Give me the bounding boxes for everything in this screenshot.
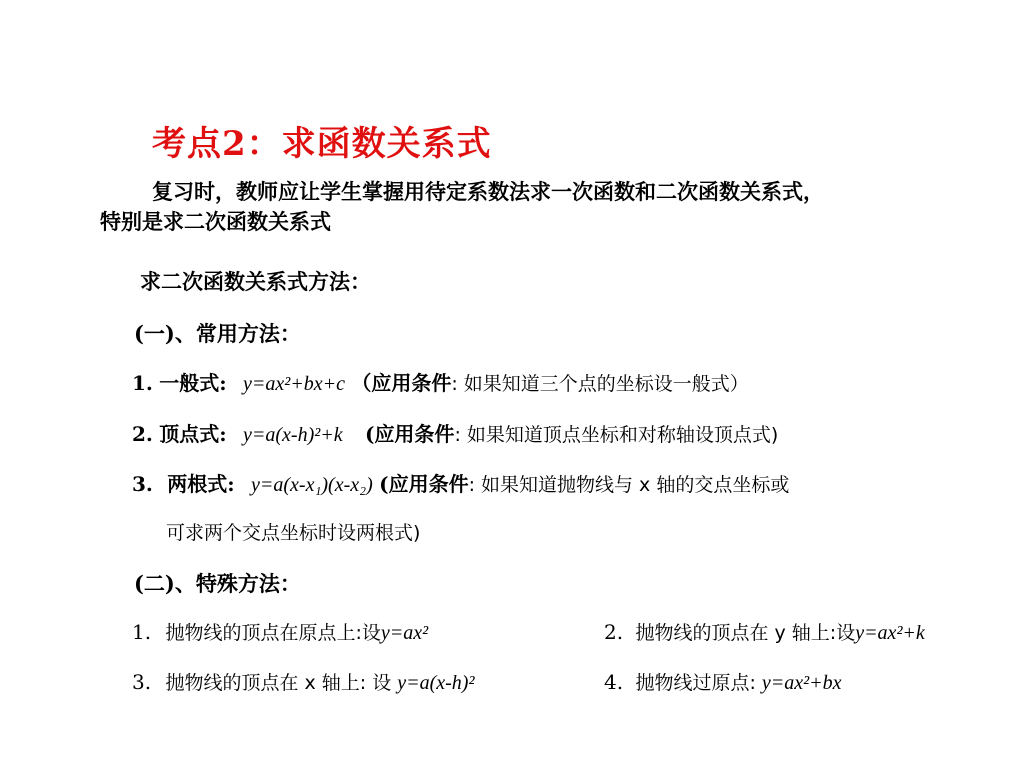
item-number: 3. xyxy=(132,472,153,496)
item-number: 2. xyxy=(604,620,624,644)
formula: y=ax²+bx+c xyxy=(243,373,345,395)
cond-open: ( xyxy=(379,472,389,496)
page-title: 考点2：求函数关系式 xyxy=(152,124,492,164)
method-name: 一般式: xyxy=(159,371,227,395)
condition-label: 应用条件 xyxy=(371,371,452,395)
common-method-vertex xyxy=(132,418,778,447)
special-method-3 xyxy=(132,668,474,695)
method-heading: 求二次函数关系式方法： xyxy=(140,269,371,294)
intro-line-2: 特别是求二次函数关系式 xyxy=(100,209,331,234)
condition-text: : 如果知道抛物线与 x 轴的交点坐标或 xyxy=(468,474,790,496)
special-method-1 xyxy=(132,618,428,645)
common-method-roots xyxy=(132,468,789,497)
item-number: 2. xyxy=(132,422,153,446)
method-text: 抛物线的顶点在 x 轴上: 设 xyxy=(165,672,392,694)
formula: y=a(x-h)² xyxy=(397,672,475,694)
formula: y=ax² xyxy=(380,622,429,644)
item-number: 3. xyxy=(132,670,152,694)
special-method-2 xyxy=(604,618,925,645)
condition-label: 应用条件 xyxy=(374,422,455,446)
section-1-heading: (一)、常用方法： xyxy=(134,321,301,346)
item-number: 4. xyxy=(604,670,624,694)
method-name: 两根式: xyxy=(167,472,235,496)
condition-text: : 如果知道三个点的坐标设一般式） xyxy=(451,373,749,395)
formula: y=a(x-x₁)(x-x₂) xyxy=(251,474,373,496)
cond-open: ( xyxy=(364,422,375,446)
item-number: 1. xyxy=(132,620,152,644)
method-text: 抛物线的顶点在 y 轴上:设 xyxy=(635,622,856,644)
formula: y=ax²+bx xyxy=(761,672,842,694)
method-text: 抛物线过原点: xyxy=(635,672,756,694)
method-name: 顶点式: xyxy=(159,422,227,446)
special-method-4 xyxy=(604,668,841,695)
formula: y=ax²+k xyxy=(855,622,925,644)
condition-label: 应用条件 xyxy=(388,472,469,496)
intro-line-1: 复习时，教师应让学生掌握用待定系数法求一次函数和二次函数关系式， xyxy=(152,179,824,204)
item-number: 1. xyxy=(132,371,153,395)
condition-continued: 可求两个交点坐标时设两根式) xyxy=(166,522,421,544)
method-text: 抛物线的顶点在原点上:设 xyxy=(165,622,381,644)
formula: y=a(x-h)²+k xyxy=(243,424,343,446)
common-method-general xyxy=(132,367,749,396)
cond-open: （ xyxy=(351,371,372,395)
section-2-heading: (二)、特殊方法： xyxy=(134,571,301,596)
condition-text: : 如果知道顶点坐标和对称轴设顶点式) xyxy=(454,424,779,446)
